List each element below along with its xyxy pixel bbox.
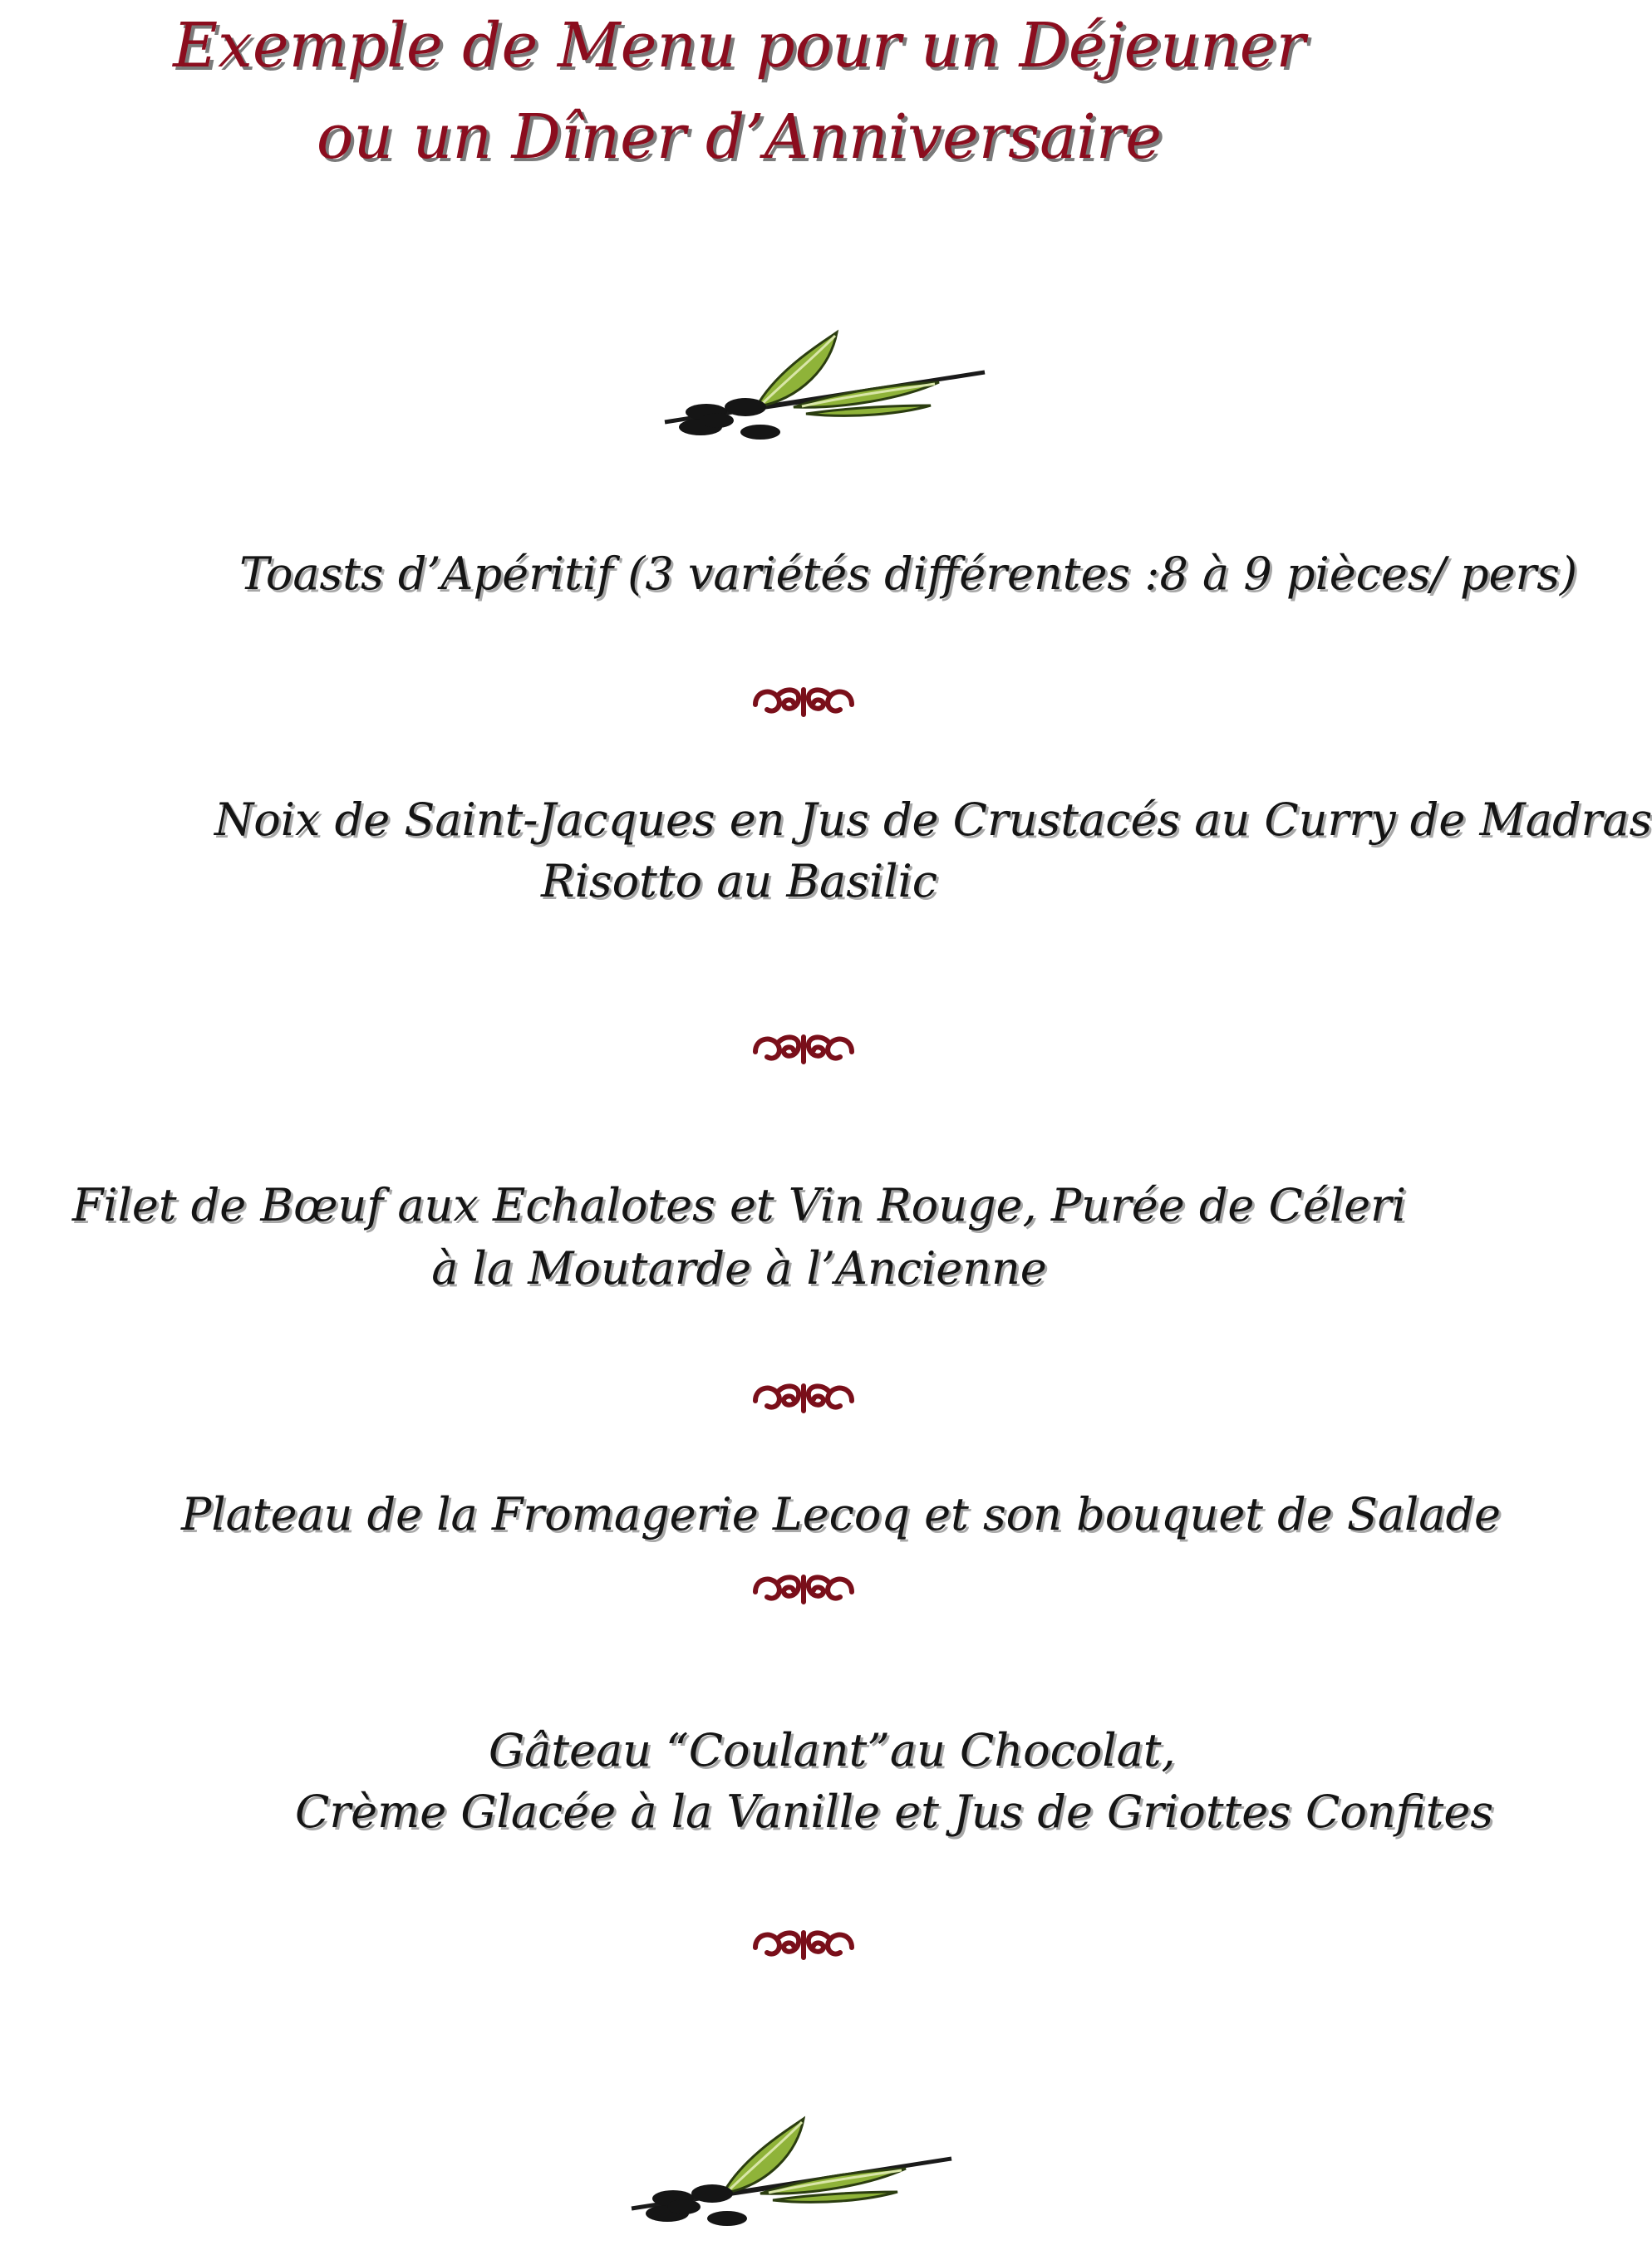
course-2-line-2: Risotto au Basilic xyxy=(540,855,937,907)
olive-branch-icon xyxy=(619,2110,968,2252)
course-1-line-1: Toasts d’Apéritif (3 variétés différentes :8 à 9 pièces/ pers) xyxy=(239,548,1578,600)
course-2-line-1: Noix de Saint-Jacques en Jus de Crustacés au Curry de Madras xyxy=(214,793,1652,846)
fleuron-ornament-icon xyxy=(745,1029,862,1070)
menu-title-line-1: Exemple de Menu pour un Déjeuner xyxy=(173,10,1305,81)
fleuron-ornament-icon xyxy=(745,681,862,723)
course-3-line-2: à la Moutarde à l’Ancienne xyxy=(431,1242,1047,1295)
course-5-line-1: Gâteau “Coulant”au Chocolat, xyxy=(489,1724,1176,1776)
course-5-line-2: Crème Glacée à la Vanille et Jus de Griottes Confites xyxy=(295,1786,1494,1838)
menu-title-line-2: ou un Dîner d’Anniversaire xyxy=(316,101,1163,173)
course-4-line-1: Plateau de la Fromagerie Lecoq et son bouquet de Salade xyxy=(181,1488,1502,1540)
fleuron-ornament-icon xyxy=(745,1569,862,1610)
fleuron-ornament-icon xyxy=(745,1378,862,1419)
olive-branch-icon xyxy=(652,324,1001,465)
fleuron-ornament-icon xyxy=(745,1924,862,1966)
course-3-line-1: Filet de Bœuf aux Echalotes et Vin Rouge, Purée de Céleri xyxy=(71,1179,1407,1231)
